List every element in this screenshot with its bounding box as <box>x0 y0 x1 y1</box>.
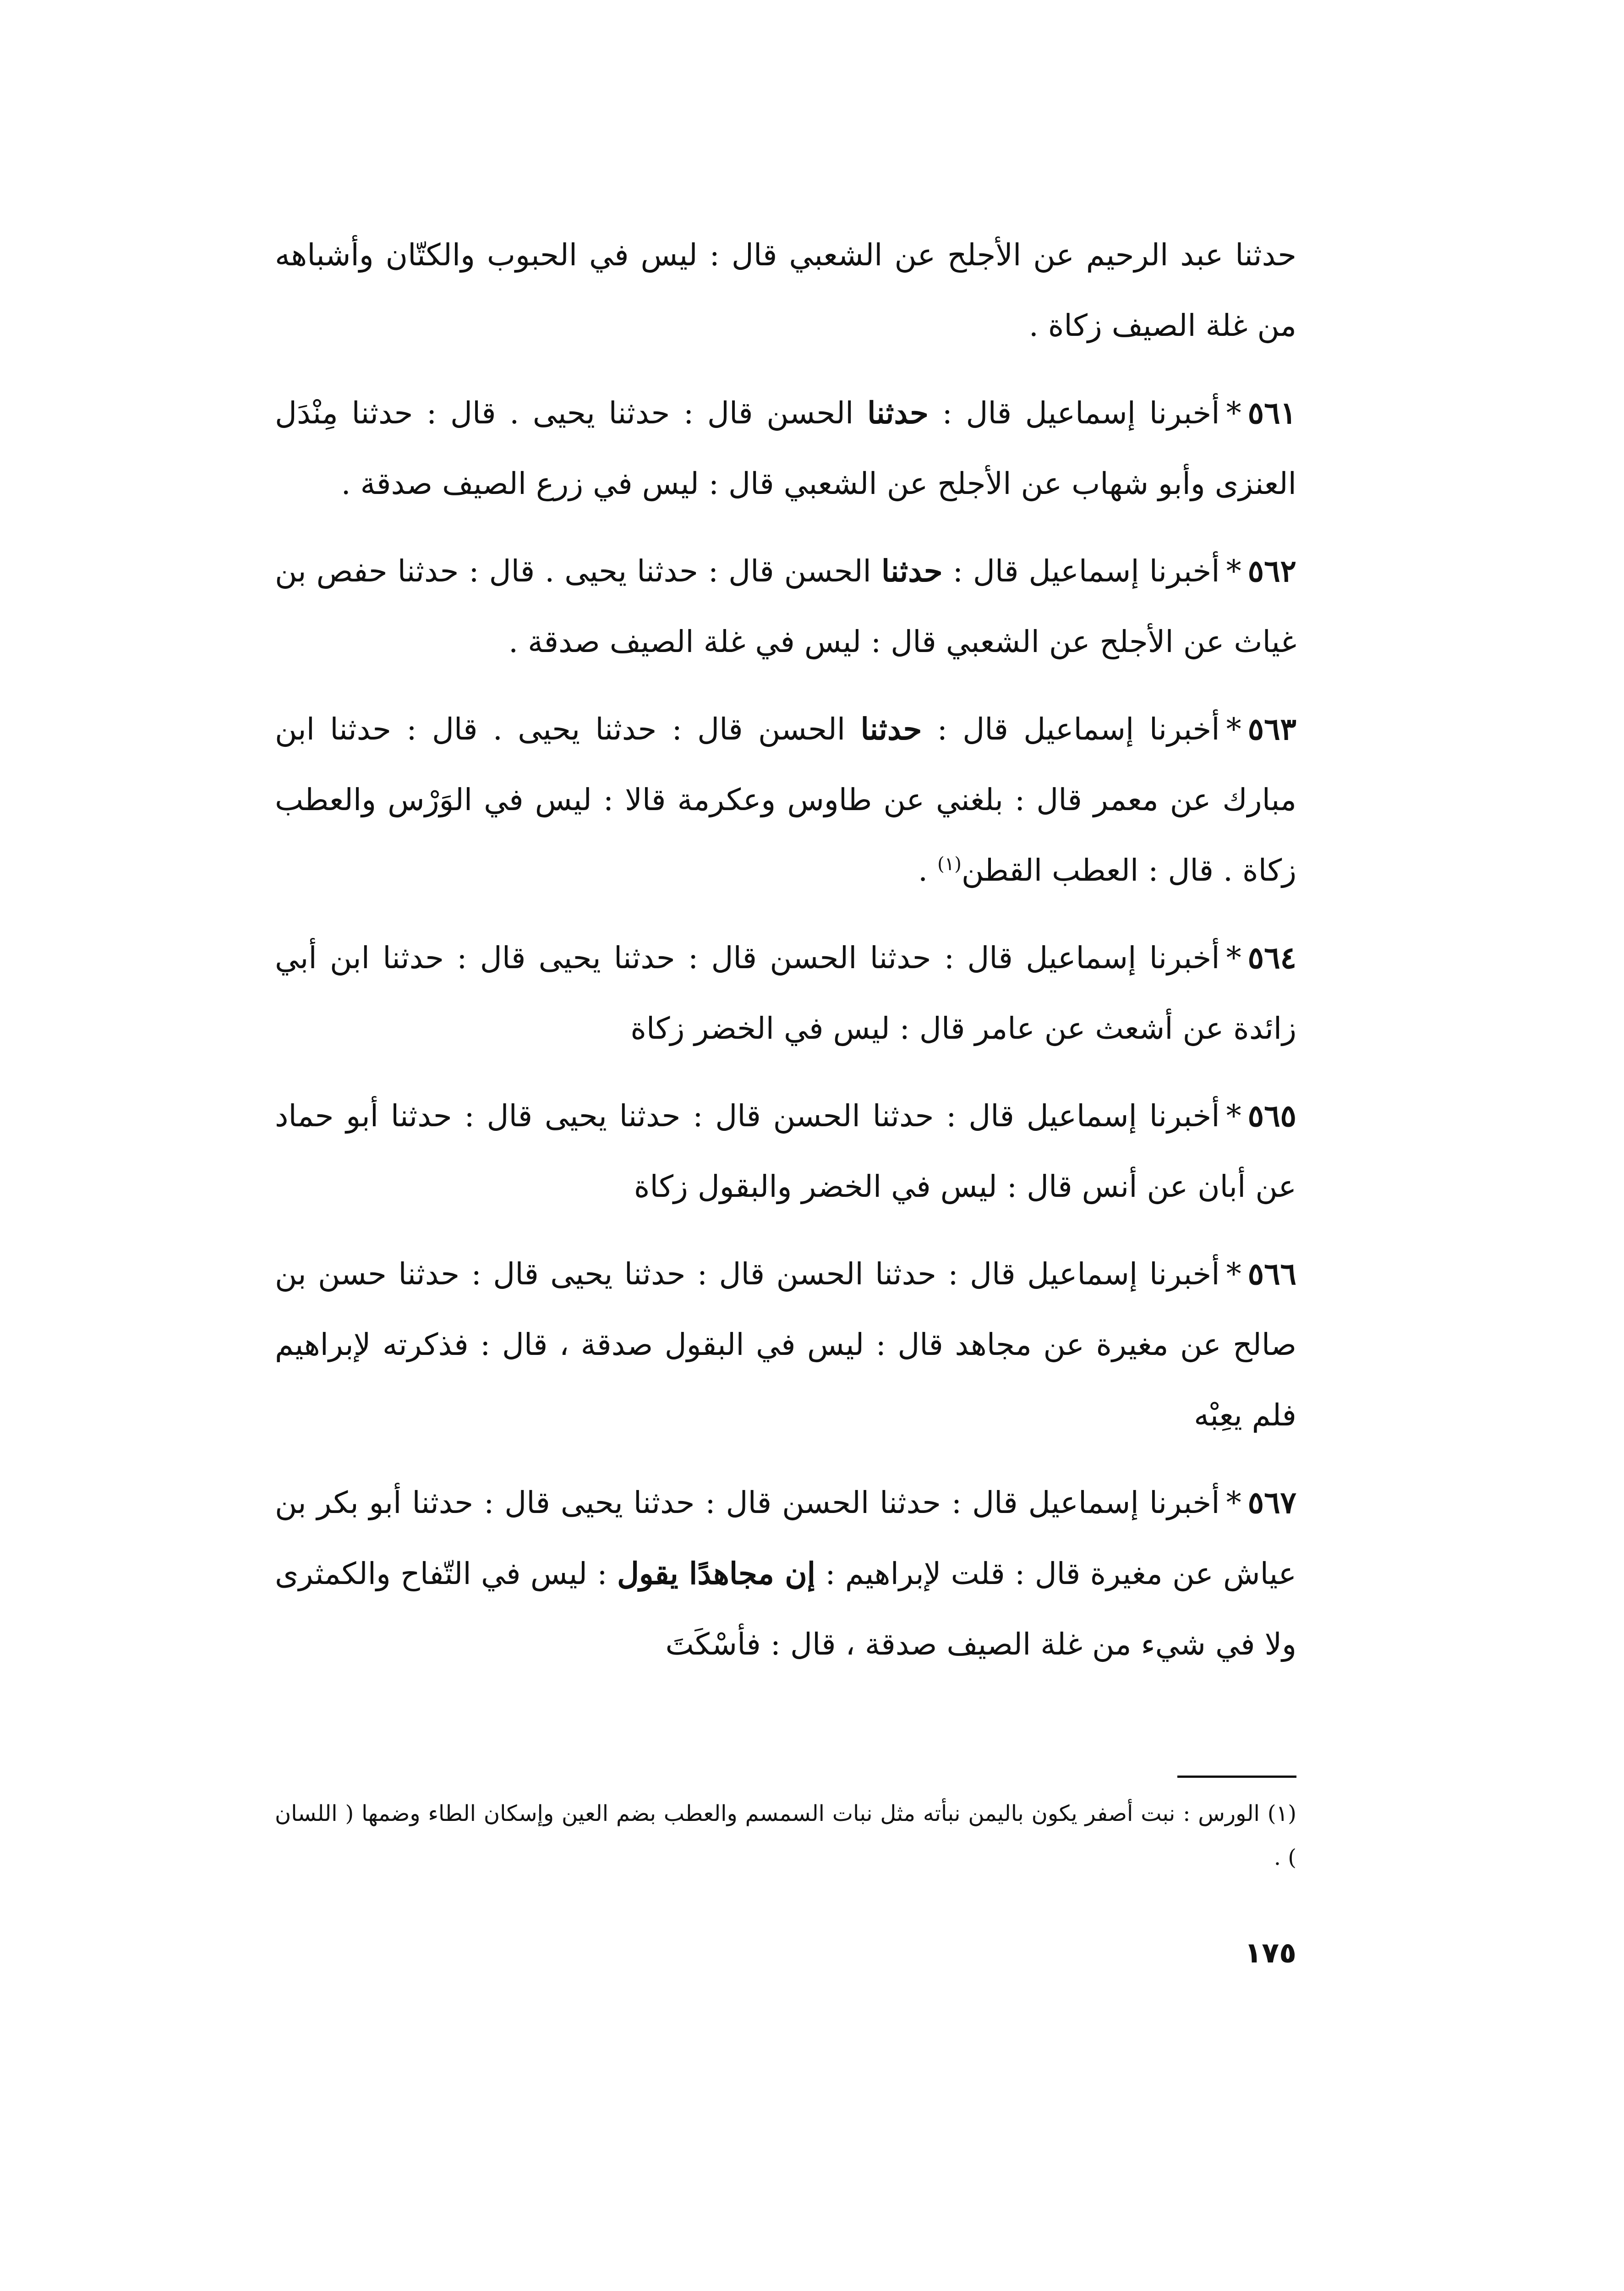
hadith-number: ٥٦٦ <box>1247 1256 1296 1292</box>
hadith-text: : ليس في التّفاح والكمثرى ولا في شيء من غلة الصيف صدقة ، قال : فأسْكَتَ <box>275 1556 1296 1662</box>
hadith-number: ٥٦٣ <box>1247 711 1296 747</box>
hadith-number: ٥٦٧ <box>1247 1485 1296 1520</box>
hadith-marker: * <box>1226 554 1241 589</box>
hadith-text: أخبرنا إسماعيل قال : <box>928 395 1220 431</box>
intro-paragraph: حدثنا عبد الرحيم عن الأجلح عن الشعبي قال : ليس في الحبوب والكتّان وأشباهه من غلة الصيف زكاة . <box>275 237 1296 343</box>
hadith-marker: * <box>1226 940 1241 976</box>
hadith-number: ٥٦٢ <box>1247 553 1296 589</box>
hadith-number: ٥٦١ <box>1247 395 1296 431</box>
hadith-marker: * <box>1226 1098 1241 1134</box>
hadith-text: أخبرنا إسماعيل قال : <box>922 712 1220 747</box>
hadith-text: الحسن قال : حدثنا يحيى . قال : حدثنا ابن مبارك عن معمر قال : بلغني عن طاوس وعكرمة قالا : ليس في الوَرْس والعطب زكاة . قال : العطب القطن <box>275 712 1296 888</box>
hadith-566 <box>275 1239 1296 1451</box>
hadith-567 <box>275 1467 1296 1680</box>
hadith-text: أخبرنا إسماعيل قال : حدثنا الحسن قال : حدثنا يحيى قال : حدثنا أبو بكر بن عياش عن مغيرة قال : قلت لإبراهيم : <box>275 1485 1296 1591</box>
hadith-bold-word: حدثنا <box>867 395 929 431</box>
hadith-563 <box>275 694 1296 906</box>
hadith-bold-word: حدثنا <box>860 711 922 747</box>
hadith-text: أخبرنا إسماعيل قال : <box>942 554 1220 589</box>
footnote-divider <box>1177 1776 1296 1778</box>
hadith-text: أخبرنا إسماعيل قال : حدثنا الحسن قال : حدثنا يحيى قال : حدثنا أبو حماد عن أبان عن أنس قال : ليس في الخضر والبقول زكاة <box>275 1098 1296 1204</box>
footnotes <box>275 1792 1296 1880</box>
hadith-number: ٥٦٤ <box>1247 940 1296 976</box>
page-number: ١٧٥ <box>1244 1936 1296 1969</box>
hadith-marker: * <box>1226 1256 1241 1292</box>
hadith-bold-word: حدثنا <box>881 553 943 589</box>
hadith-text: أخبرنا إسماعيل قال : حدثنا الحسن قال : حدثنا يحيى قال : حدثنا ابن أبي زائدة عن أشعث عن عامر قال : ليس في الخضر زكاة <box>275 940 1296 1046</box>
footnote-reference[interactable]: (١) <box>937 854 962 875</box>
hadith-marker: * <box>1226 1485 1241 1520</box>
footnote-1: (١) الورس : نبت أصفر يكون باليمن نبأته مثل نبات السمسم والعطب بضم العين وإسكان الطاء وضمها ( اللسان ) . <box>275 1801 1296 1870</box>
hadith-text: . <box>918 853 938 888</box>
hadith-562 <box>275 536 1296 677</box>
hadith-bold-word: إن مجاهدًا يقول <box>617 1556 816 1591</box>
book-page <box>275 220 1296 2190</box>
hadith-561 <box>275 378 1296 519</box>
hadith-text: الحسن قال : حدثنا يحيى . قال : حدثنا حفص بن غياث عن الأجلح عن الشعبي قال : ليس في غلة الصيف صدقة . <box>275 554 1296 659</box>
main-text <box>275 220 1296 1680</box>
hadith-text: أخبرنا إسماعيل قال : حدثنا الحسن قال : حدثنا يحيى قال : حدثنا حسن بن صالح عن مغيرة عن مجاهد قال : ليس في البقول صدقة ، قال : فذكرته لإبراهيم فلم يعِبْه <box>275 1256 1296 1433</box>
hadith-text: الحسن قال : حدثنا يحيى . قال : حدثنا مِنْدَل العنزى وأبو شهاب عن الأجلح عن الشعبي قال : ليس في زرع الصيف صدقة . <box>275 395 1296 501</box>
hadith-564 <box>275 922 1296 1064</box>
hadith-marker: * <box>1226 395 1241 431</box>
hadith-565 <box>275 1080 1296 1222</box>
hadith-marker: * <box>1226 712 1241 747</box>
hadith-number: ٥٦٥ <box>1247 1098 1296 1134</box>
